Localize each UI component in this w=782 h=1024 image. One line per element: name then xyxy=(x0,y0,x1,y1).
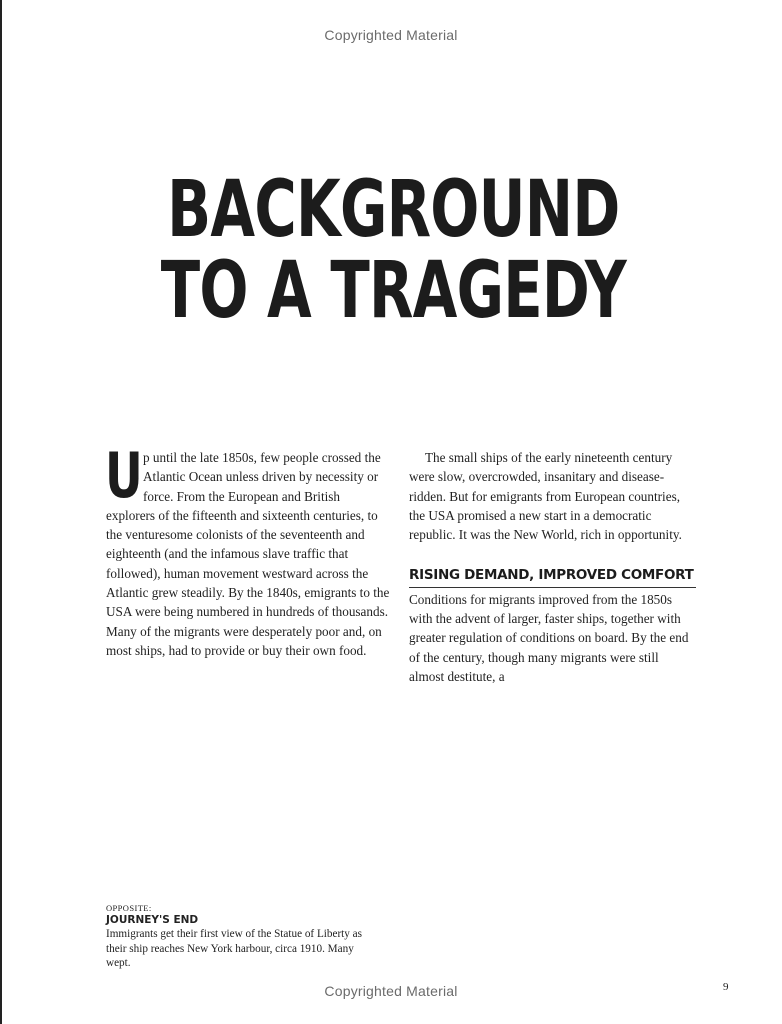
intro-paragraph xyxy=(105,439,391,660)
photo-caption xyxy=(106,903,366,971)
copyright-watermark-top: Copyrighted Material xyxy=(324,27,458,43)
intro-paragraph-text: p until the late 1850s, few people crossed the Atlantic Ocean unless driven by necessity or force. From the European and British explorers of the fifteenth and sixteenth centuries, to the venturesome colonists of the seventeenth and eighteenth (and the infamous slave traffic that followed), human movement westward across the Atlantic grew steadily. By the 1840s, emigrants to the USA were being numbered in hundreds of thousands. Many of the migrants were desperately poor and, on most ships, had to provide or buy their own food. xyxy=(106,450,390,658)
chapter-title-line-2: TO A TRAGEDY xyxy=(160,246,626,336)
copyright-watermark-bottom: Copyrighted Material xyxy=(324,983,458,999)
body-column-right xyxy=(409,448,694,686)
chapter-title xyxy=(104,165,683,336)
page-edge-rule xyxy=(0,0,2,1024)
drop-cap: U xyxy=(105,439,143,512)
body-column-left xyxy=(105,439,391,660)
body-paragraph: The small ships of the early nineteenth century were slow, overcrowded, insanitary and disease-ridden. But for emigrants from European countries, the USA promised a new start in a democratic republic. It was the New World, rich in opportunity. xyxy=(409,450,682,543)
caption-kicker: OPPOSITE: xyxy=(106,903,152,913)
caption-title: JOURNEY'S END xyxy=(106,914,199,926)
body-paragraph: Conditions for migrants improved from the 1850s with the advent of larger, faster ships, together with greater regulation of conditions on board. By the end of the century, though many migrants were still almost destitute, a xyxy=(409,591,689,684)
section-subheading: RISING DEMAND, IMPROVED COMFORT xyxy=(409,566,696,587)
chapter-title-line-1: BACKGROUND xyxy=(167,165,620,255)
caption-text: Immigrants get their first view of the Statue of Liberty as their ship reaches New York harbour, circa 1910. Many wept. xyxy=(106,928,363,970)
page-number: 9 xyxy=(723,981,729,993)
